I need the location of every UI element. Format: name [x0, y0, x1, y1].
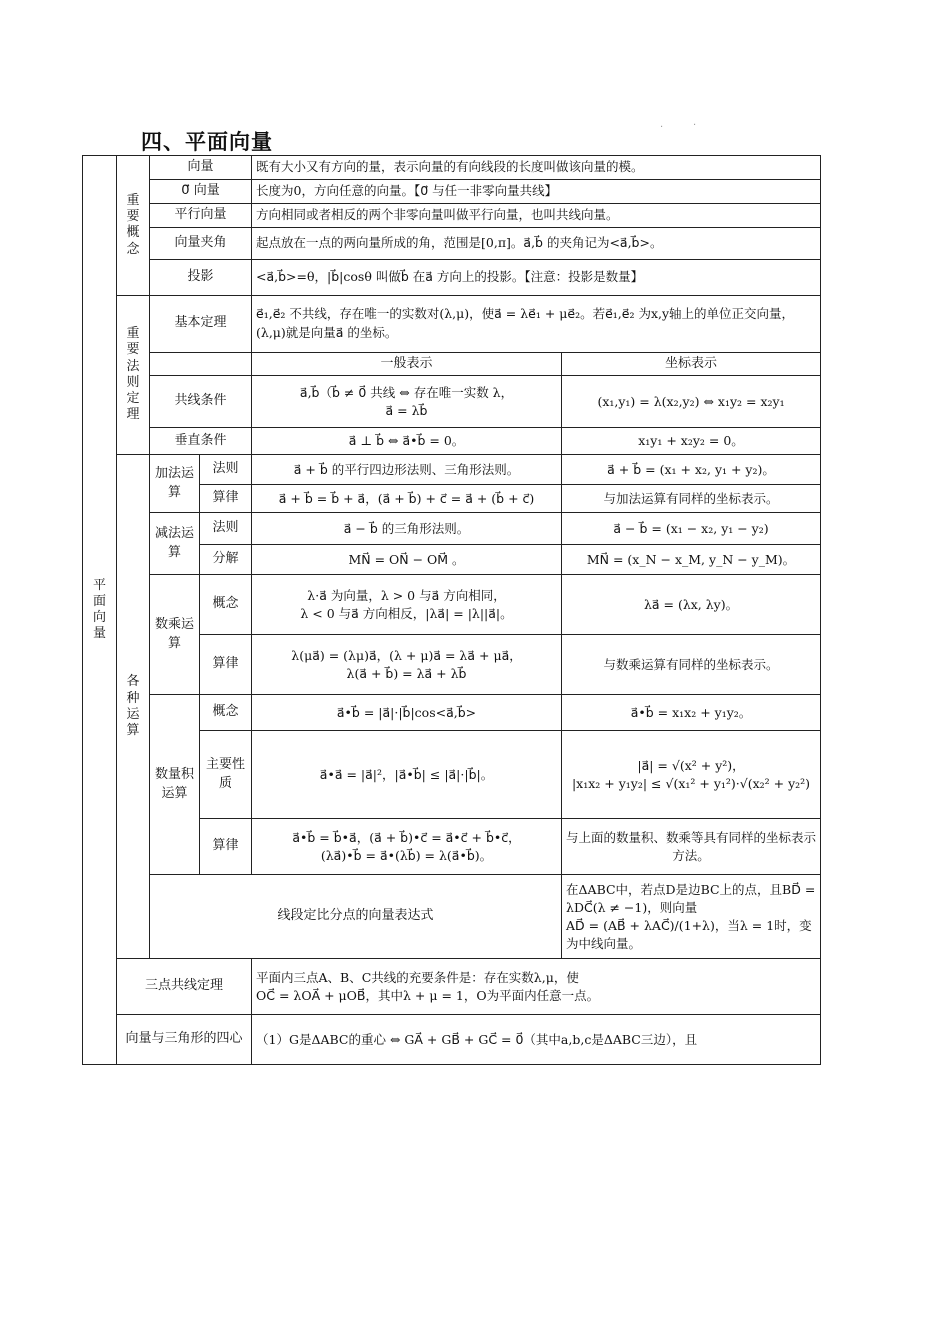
- concept-text: 起点放在一点的两向量所成的角，范围是[0,π]。a⃗,b⃗ 的夹角记为<a⃗,b⃗>。: [252, 227, 821, 259]
- group-ops: 各种运算: [117, 455, 150, 959]
- op-general: MN⃗ = ON⃗ − OM⃗ 。: [252, 545, 562, 575]
- op-name: 数乘运算: [150, 575, 200, 695]
- collinear-coord: (x₁,y₁) = λ(x₂,y₂) ⇔ x₁y₂ = x₂y₁: [562, 376, 821, 428]
- perp-coord: x₁y₁ + x₂y₂ = 0。: [562, 428, 821, 455]
- op-coord: 与加法运算有同样的坐标表示。: [562, 485, 821, 513]
- extra-name: 三点共线定理: [117, 959, 252, 1015]
- vector-summary-table: [82, 155, 821, 1065]
- extra-name: 向量与三角形的四心: [117, 1015, 252, 1065]
- op-general: a⃗•b⃗ = |a⃗|·|b⃗|cos<a⃗,b⃗>: [252, 695, 562, 731]
- extra-text: 在ΔABC中，若点D是边BC上的点，且BD⃗ = λDC⃗(λ ≠ −1)，则向量 AD⃗ = (AB⃗ + λAC⃗)/(1+λ)，当λ = 1时，变为中线向量。: [562, 875, 821, 959]
- op-general: a⃗•a⃗ = |a⃗|²，|a⃗•b⃗| ≤ |a⃗|·|b⃗|。: [252, 731, 562, 819]
- op-label: 算律: [200, 485, 252, 513]
- concept-text: 既有大小又有方向的量，表示向量的有向线段的长度叫做该向量的模。: [252, 156, 821, 180]
- op-label: 概念: [200, 575, 252, 635]
- op-general: a⃗ + b⃗ = b⃗ + a⃗，(a⃗ + b⃗) + c⃗ = a⃗ + (b⃗ + c⃗): [252, 485, 562, 513]
- op-coord: a⃗ + b⃗ = (x₁ + x₂, y₁ + y₂)。: [562, 455, 821, 485]
- op-label: 主要性质: [200, 731, 252, 819]
- op-coord: 与上面的数量积、数乘等具有同样的坐标表示方法。: [562, 819, 821, 875]
- concept-name: 向量: [150, 156, 252, 180]
- op-label: 算律: [200, 635, 252, 695]
- law-name: 基本定理: [150, 295, 252, 352]
- group-concepts: 重要概念: [117, 156, 150, 296]
- op-label: 法则: [200, 513, 252, 545]
- op-general: a⃗ − b⃗ 的三角形法则。: [252, 513, 562, 545]
- concept-name: 平行向量: [150, 203, 252, 227]
- op-coord: MN⃗ = (x_N − x_M, y_N − y_M)。: [562, 545, 821, 575]
- extra-name: 线段定比分点的向量表达式: [150, 875, 562, 959]
- op-coord: |a⃗| = √(x² + y²)， |x₁x₂ + y₁y₂| ≤ √(x₁² + y₁²)·√(x₂² + y₂²): [562, 731, 821, 819]
- concept-text: 方向相同或者相反的两个非零向量叫做平行向量，也叫共线向量。: [252, 203, 821, 227]
- op-coord: a⃗ − b⃗ = (x₁ − x₂, y₁ − y₂): [562, 513, 821, 545]
- op-label: 算律: [200, 819, 252, 875]
- concept-name: 投影: [150, 259, 252, 295]
- op-general: a⃗•b⃗ = b⃗•a⃗，(a⃗ + b⃗)•c⃗ = a⃗•c⃗ + b⃗•c⃗， (λa⃗)•b⃗ = a⃗•(λb⃗) = λ(a⃗•b⃗)。: [252, 819, 562, 875]
- op-label: 概念: [200, 695, 252, 731]
- op-label: 法则: [200, 455, 252, 485]
- scan-mark: ·: [660, 122, 664, 133]
- op-coord: a⃗•b⃗ = x₁x₂ + y₁y₂。: [562, 695, 821, 731]
- op-name: 减法运算: [150, 513, 200, 575]
- op-general: a⃗ + b⃗ 的平行四边形法则、三角形法则。: [252, 455, 562, 485]
- collinear-general: a⃗,b⃗（b⃗ ≠ 0⃗ 共线 ⇔ 存在唯一实数 λ， a⃗ = λb⃗: [252, 376, 562, 428]
- op-coord: λa⃗ = (λx, λy)。: [562, 575, 821, 635]
- law-text: e⃗₁,e⃗₂ 不共线，存在唯一的实数对(λ,μ)，使a⃗ = λe⃗₁ + μe⃗₂。若e⃗₁,e⃗₂ 为x,y轴上的单位正交向量，(λ,μ)就是向量a⃗ 的坐标。: [252, 295, 821, 352]
- extra-text: （1）G是ΔABC的重心 ⇔ GA⃗ + GB⃗ + GC⃗ = 0⃗（其中a,b,c是ΔABC三边），且: [252, 1015, 821, 1065]
- law-name: 垂直条件: [150, 428, 252, 455]
- blank-cell: [150, 352, 252, 376]
- concept-name: 0⃗ 向量: [150, 179, 252, 203]
- op-coord: 与数乘运算有同样的坐标表示。: [562, 635, 821, 695]
- op-name: 数量积运算: [150, 695, 200, 875]
- law-name: 共线条件: [150, 376, 252, 428]
- head-coord: 坐标表示: [562, 352, 821, 376]
- op-label: 分解: [200, 545, 252, 575]
- scan-mark: ·: [693, 120, 697, 131]
- op-name: 加法运算: [150, 455, 200, 513]
- op-general: λ·a⃗ 为向量，λ > 0 与a⃗ 方向相同， λ < 0 与a⃗ 方向相反，|λa⃗| = |λ||a⃗|。: [252, 575, 562, 635]
- section-title: 四、平面向量: [141, 130, 273, 154]
- concept-text: <a⃗,b⃗>=θ，|b⃗|cosθ 叫做b⃗ 在a⃗ 方向上的投影。【注意：投影是数量】: [252, 259, 821, 295]
- concept-text: 长度为0，方向任意的向量。【0⃗ 与任一非零向量共线】: [252, 179, 821, 203]
- op-general: λ(μa⃗) = (λμ)a⃗，(λ + μ)a⃗ = λa⃗ + μa⃗， λ(a⃗ + b⃗) = λa⃗ + λb⃗: [252, 635, 562, 695]
- extra-text: 平面内三点A、B、C共线的充要条件是：存在实数λ,μ，使 OC⃗ = λOA⃗ + μOB⃗，其中λ + μ = 1，O为平面内任意一点。: [252, 959, 821, 1015]
- main-category: 平面向量: [83, 156, 117, 1065]
- perp-general: a⃗ ⊥ b⃗ ⇔ a⃗•b⃗ = 0。: [252, 428, 562, 455]
- head-general: 一般表示: [252, 352, 562, 376]
- group-laws: 重要法则定理: [117, 295, 150, 455]
- concept-name: 向量夹角: [150, 227, 252, 259]
